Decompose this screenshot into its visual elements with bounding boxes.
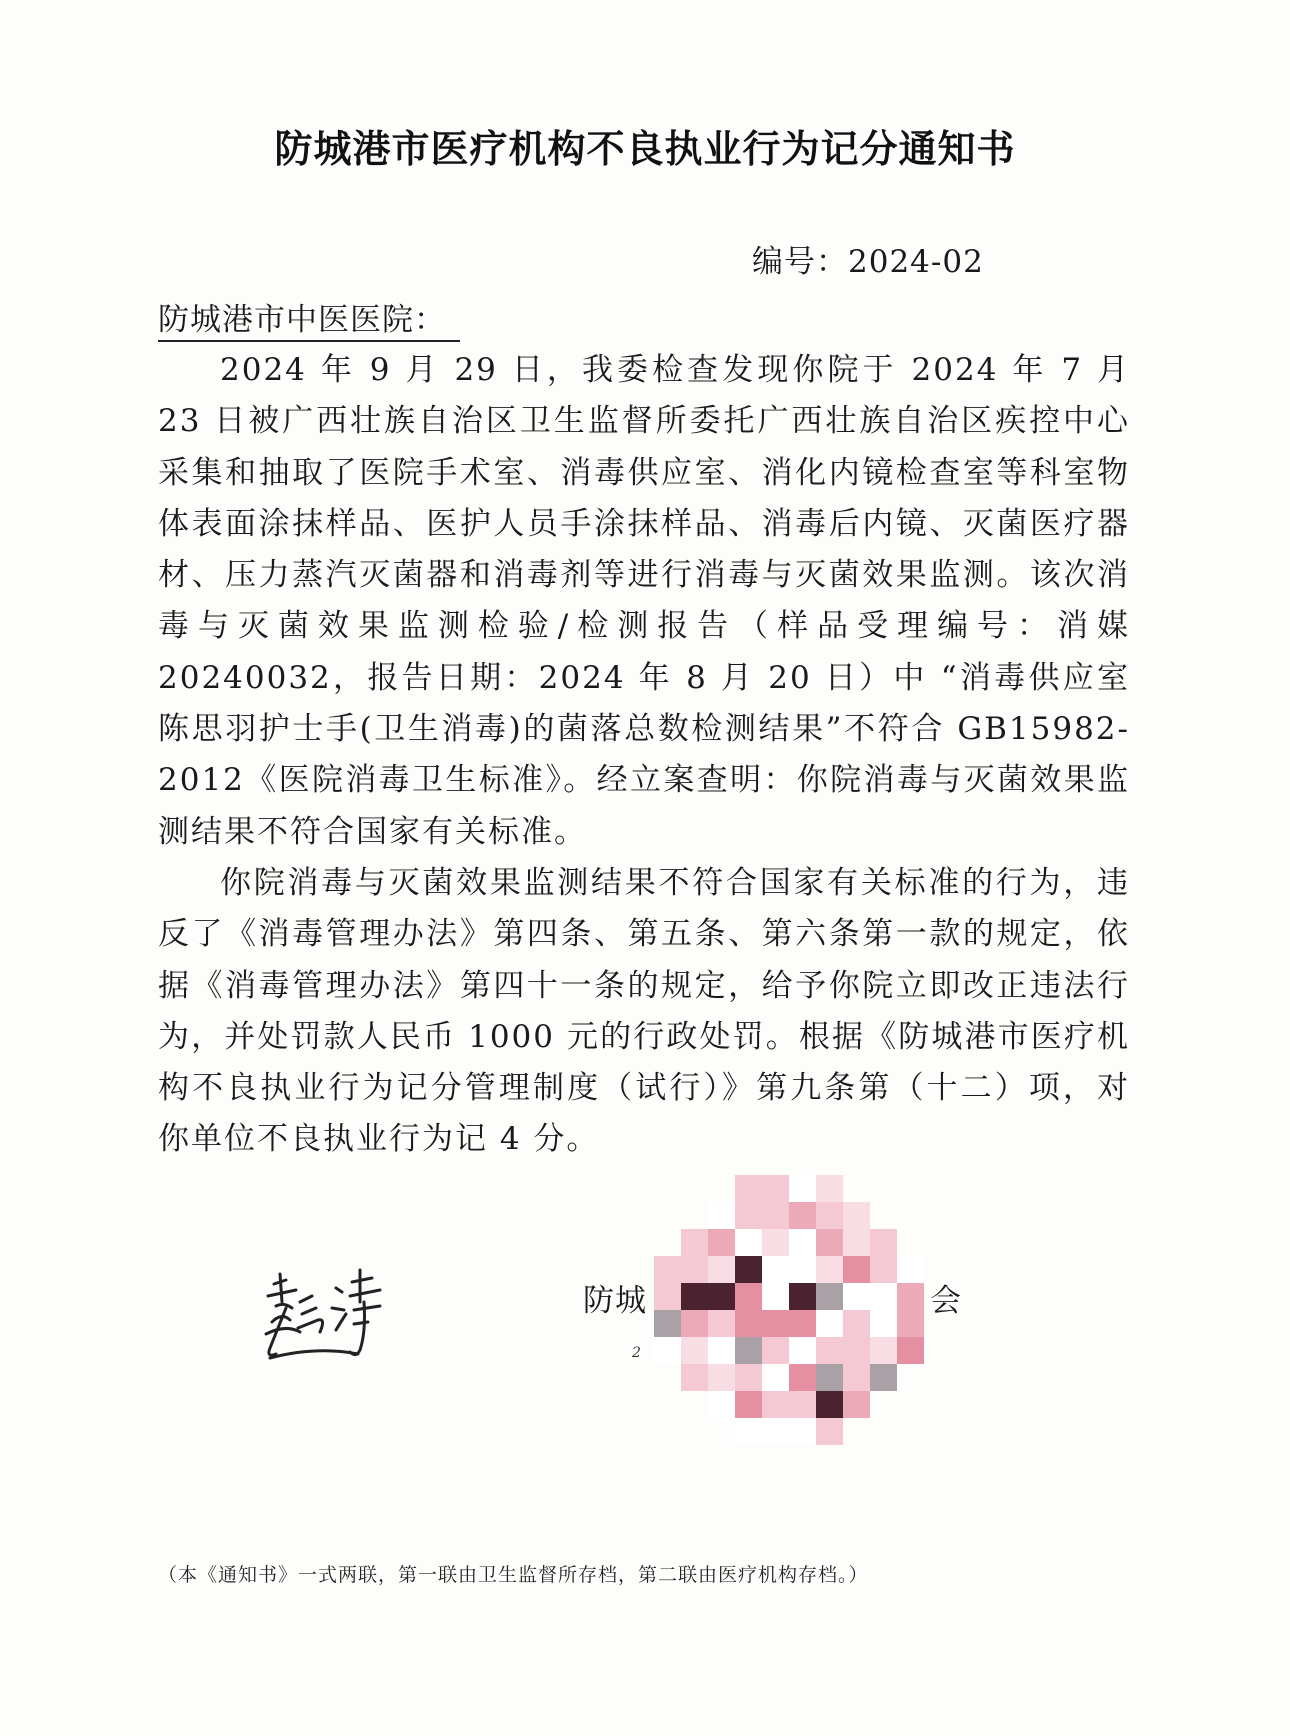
seal-pixel bbox=[816, 1202, 843, 1229]
seal-pixel bbox=[789, 1418, 816, 1445]
seal-pixel bbox=[789, 1337, 816, 1364]
seal-pixel bbox=[762, 1337, 789, 1364]
seal-pixel bbox=[789, 1283, 816, 1310]
seal-pixel bbox=[762, 1229, 789, 1256]
seal-pixel bbox=[870, 1256, 897, 1283]
seal-pixel bbox=[735, 1256, 762, 1283]
seal-pixel bbox=[870, 1310, 897, 1337]
seal-pixel bbox=[816, 1229, 843, 1256]
seal-pixel bbox=[897, 1256, 924, 1283]
seal-pixel bbox=[843, 1364, 870, 1391]
seal-pixel bbox=[762, 1175, 789, 1202]
seal-pixel bbox=[816, 1337, 843, 1364]
seal-pixel bbox=[708, 1256, 735, 1283]
document-body bbox=[158, 345, 1130, 1166]
seal-pixel bbox=[708, 1364, 735, 1391]
signature-icon bbox=[256, 1262, 396, 1372]
seal-pixel bbox=[816, 1391, 843, 1418]
seal-pixel bbox=[897, 1310, 924, 1337]
seal-icon bbox=[654, 1175, 924, 1445]
seal-pixel bbox=[789, 1175, 816, 1202]
document-number: 编号：2024-02 bbox=[752, 244, 984, 280]
seal-pixel bbox=[816, 1364, 843, 1391]
seal-pixel bbox=[681, 1310, 708, 1337]
seal-pixel bbox=[789, 1256, 816, 1283]
seal-pixel bbox=[762, 1256, 789, 1283]
document-title: 防城港市医疗机构不良执业行为记分通知书 bbox=[274, 127, 1016, 171]
body-paragraph-2: 你院消毒与灭菌效果监测结果不符合国家有关标准的行为，违反了《消毒管理办法》第四条、第五条、第六条第一款的规定，依据《消毒管理办法》第四十一条的规定，给予你院立即改正违法行为，并处罚款人民币 1000 元的行政处罚。根据《防城港市医疗机构不良执业行为记分管理制度（试行）》第九条第（十二）项，对你单位不良执业行为记 4 分。 bbox=[158, 864, 1130, 1158]
seal-pixel bbox=[870, 1283, 897, 1310]
issuer-name-left: 防城 bbox=[583, 1283, 647, 1319]
seal-pixel bbox=[816, 1175, 843, 1202]
seal-pixel bbox=[843, 1202, 870, 1229]
body-paragraph-1: 2024 年 9 月 29 日，我委检查发现你院于 2024 年 7 月 23 日被广西壮族自治区卫生监督所委托广西壮族自治区疾控中心采集和抽取了医院手术室、消毒供应室、消化内镜检查室等科室物体表面涂抹样品、医护人员手涂抹样品、消毒后内镜、灭菌医疗器材、压力蒸汽灭菌器和消毒剂等进行消毒与灭菌效果监测。该次消毒与灭菌效果监测检验/检测报告（样品受理编号：消媒20240032，报告日期：2024 年 8 月 20 日）中 “消毒供应室陈思羽护士手(卫生消毒)的菌落总数检测结果”不符合 GB15982-2012《医院消毒卫生标准》。经立案查明：你院消毒与灭菌效果监测结果不符合国家有关标准。 bbox=[158, 352, 1130, 850]
seal-pixel bbox=[843, 1310, 870, 1337]
seal-pixel bbox=[816, 1256, 843, 1283]
seal-pixel bbox=[681, 1283, 708, 1310]
seal-pixel bbox=[816, 1418, 843, 1445]
seal-pixel bbox=[843, 1391, 870, 1418]
seal-pixel bbox=[654, 1256, 681, 1283]
addressee: 防城港市中医医院： bbox=[158, 300, 460, 342]
seal-pixel bbox=[897, 1283, 924, 1310]
seal-pixel bbox=[708, 1229, 735, 1256]
seal-pixel bbox=[843, 1256, 870, 1283]
seal-pixel bbox=[735, 1337, 762, 1364]
seal-pixel bbox=[681, 1337, 708, 1364]
date-fragment: 2 bbox=[632, 1345, 641, 1361]
seal-pixel bbox=[789, 1202, 816, 1229]
seal-pixel bbox=[735, 1418, 762, 1445]
seal-pixel bbox=[789, 1364, 816, 1391]
seal-pixel bbox=[735, 1364, 762, 1391]
seal-pixel bbox=[762, 1418, 789, 1445]
seal-pixel bbox=[762, 1202, 789, 1229]
seal-pixel bbox=[681, 1364, 708, 1391]
footnote: （本《通知书》一式两联，第一联由卫生监督所存档，第二联由医疗机构存档。） bbox=[158, 1564, 869, 1586]
seal-pixel bbox=[708, 1202, 735, 1229]
seal-pixel bbox=[789, 1391, 816, 1418]
seal-pixel bbox=[843, 1229, 870, 1256]
seal-pixel bbox=[735, 1283, 762, 1310]
seal-pixel bbox=[870, 1229, 897, 1256]
seal-pixel bbox=[735, 1175, 762, 1202]
seal-pixel bbox=[762, 1391, 789, 1418]
seal-pixel bbox=[762, 1364, 789, 1391]
seal-pixel bbox=[870, 1364, 897, 1391]
seal-pixel bbox=[816, 1283, 843, 1310]
seal-pixel bbox=[843, 1337, 870, 1364]
seal-pixel bbox=[843, 1283, 870, 1310]
seal-pixel bbox=[708, 1337, 735, 1364]
issuer-name-right: 会 bbox=[930, 1283, 961, 1319]
seal-pixel bbox=[654, 1283, 681, 1310]
seal-pixel bbox=[735, 1202, 762, 1229]
seal-pixel bbox=[735, 1310, 762, 1337]
seal-pixel bbox=[735, 1391, 762, 1418]
seal-pixel bbox=[681, 1229, 708, 1256]
seal-pixel bbox=[870, 1337, 897, 1364]
seal-pixel bbox=[762, 1310, 789, 1337]
seal-pixel bbox=[708, 1310, 735, 1337]
seal-pixel bbox=[681, 1256, 708, 1283]
seal-pixel bbox=[735, 1229, 762, 1256]
seal-pixel bbox=[816, 1310, 843, 1337]
seal-pixel bbox=[897, 1337, 924, 1364]
seal-pixel bbox=[708, 1283, 735, 1310]
seal-pixel bbox=[789, 1229, 816, 1256]
seal-pixel bbox=[789, 1310, 816, 1337]
seal-pixel bbox=[654, 1337, 681, 1364]
seal-pixel bbox=[762, 1283, 789, 1310]
seal-pixel bbox=[708, 1391, 735, 1418]
seal-pixel bbox=[654, 1310, 681, 1337]
